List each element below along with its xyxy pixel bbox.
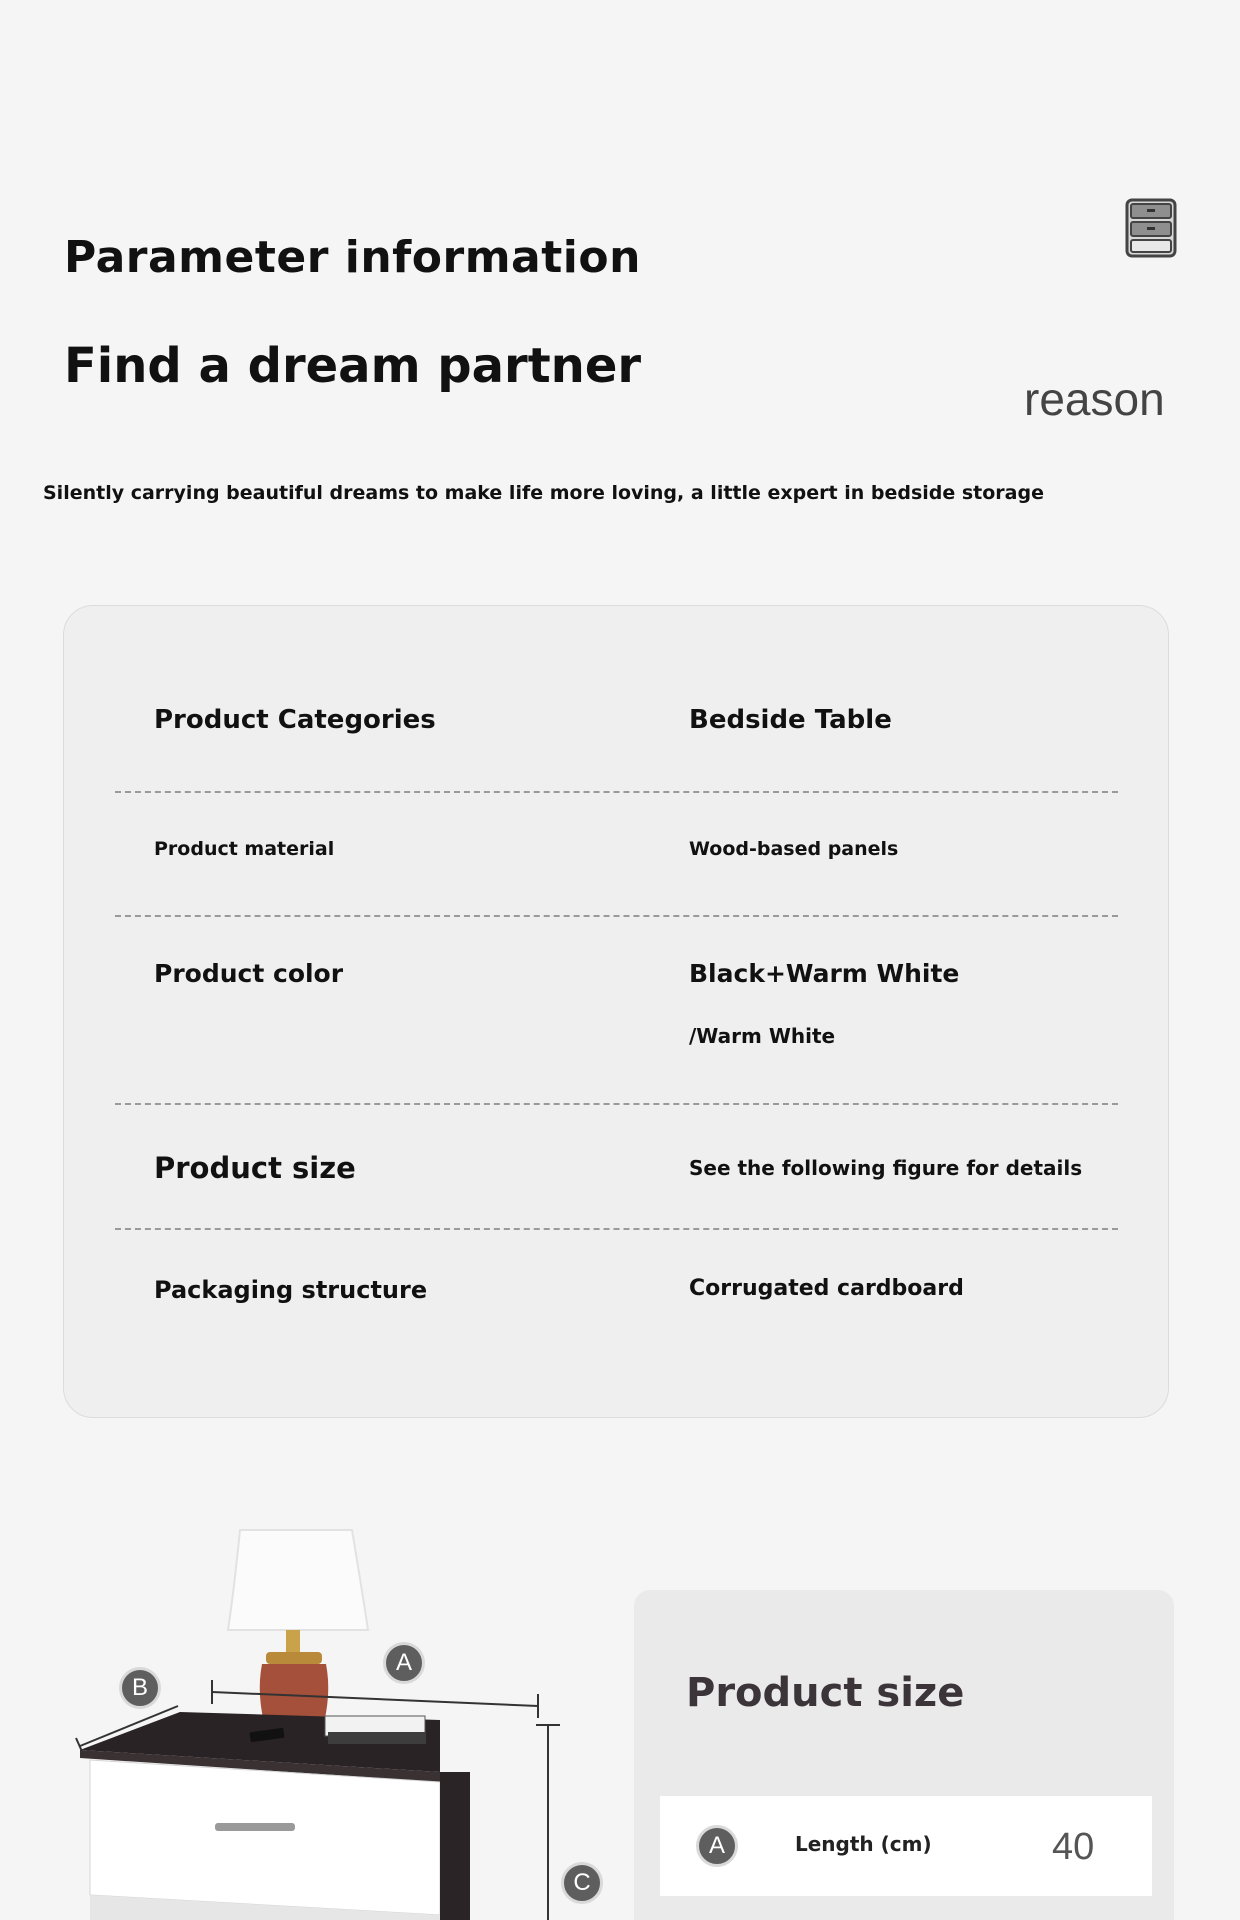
param-value: See the following figure for details — [689, 1156, 1083, 1180]
reason-label: reason — [1024, 373, 1165, 425]
param-value: Corrugated cardboard — [689, 1276, 964, 1301]
param-value-alt: /Warm White — [689, 1024, 836, 1048]
section-title: Parameter information — [64, 232, 641, 283]
dimension-marker-b: B — [119, 1667, 161, 1709]
param-label: Packaging structure — [154, 1276, 428, 1304]
subtitle: Silently carrying beautiful dreams to make life more loving, a little expert in bedside storage — [43, 482, 1044, 504]
row-divider — [115, 1228, 1118, 1230]
dimension-marker-a: A — [383, 1642, 425, 1684]
size-row-length — [660, 1796, 1152, 1896]
size-label: Length (cm) — [795, 1832, 932, 1856]
param-label: Product material — [154, 838, 335, 860]
param-label: Product size — [154, 1151, 356, 1185]
headline: Find a dream partner — [64, 338, 642, 394]
param-value: Black+Warm White — [689, 959, 960, 988]
param-value: Bedside Table — [689, 705, 892, 735]
param-value: Wood-based panels — [689, 838, 899, 860]
row-divider — [115, 915, 1118, 917]
parameter-table — [63, 605, 1169, 1418]
size-panel — [634, 1590, 1174, 1920]
size-value: 40 — [1052, 1826, 1095, 1868]
param-label: Product Categories — [154, 705, 436, 735]
dimension-marker-c: C — [561, 1862, 603, 1904]
param-label: Product color — [154, 959, 344, 988]
size-panel-title: Product size — [686, 1670, 965, 1716]
bedside-table-image — [70, 1520, 590, 1920]
drawer-icon — [1125, 198, 1177, 260]
size-marker-a: A — [696, 1825, 738, 1867]
row-divider — [115, 791, 1118, 793]
row-divider — [115, 1103, 1118, 1105]
